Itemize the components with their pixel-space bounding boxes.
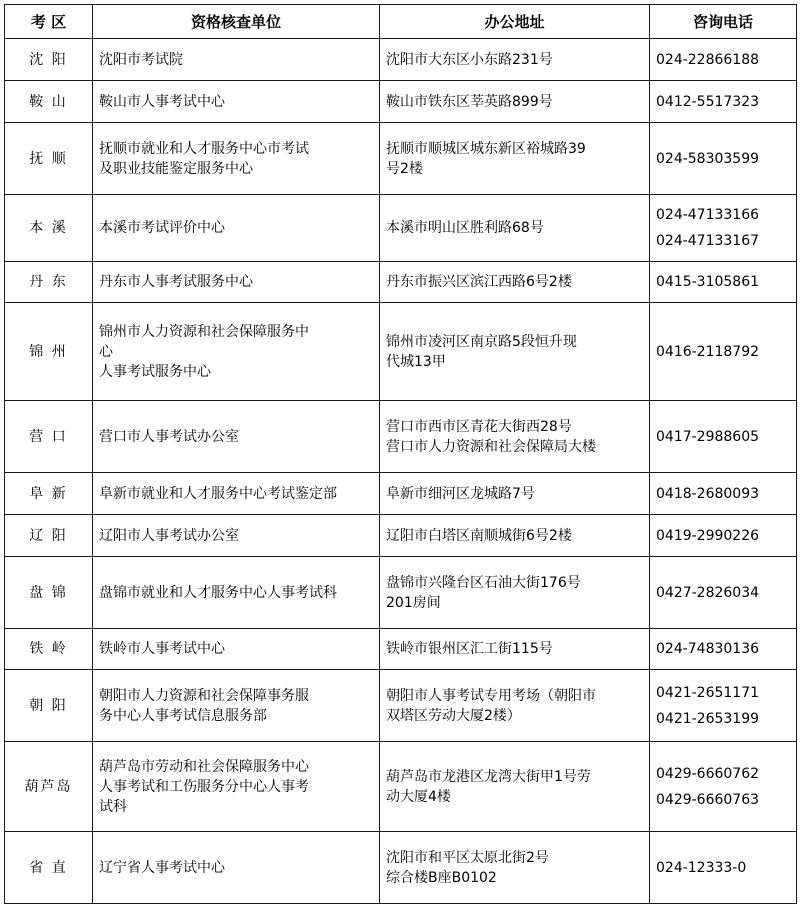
phone-number: 024-74830136 — [656, 641, 760, 657]
address-line: 丹东市振兴区滨江西路6号2楼 — [386, 274, 572, 290]
unit-line: 辽阳市人事考试办公室 — [99, 527, 239, 544]
address-line: 沈阳市和平区太原北街2号 — [386, 849, 549, 866]
unit-cell — [93, 629, 380, 670]
phone-number: 0417-2988605 — [656, 428, 760, 445]
unit-line: 铁岭市人事考试中心 — [99, 641, 225, 657]
unit-line: 阜新市就业和人才服务中心考试鉴定部 — [99, 485, 337, 502]
phone-cell — [650, 123, 797, 195]
unit-line: 朝阳市人力资源和社会保障事务服 — [99, 687, 309, 704]
unit-line: 盘锦市就业和人才服务中心人事考试科 — [99, 584, 337, 601]
table-row — [5, 123, 797, 195]
unit-line: 本溪市考试评价中心 — [99, 220, 225, 236]
unit-line: 丹东市人事考试服务中心 — [99, 274, 253, 290]
region-cell: 沈 阳 — [5, 39, 93, 81]
region-cell: 鞍 山 — [5, 81, 93, 123]
address-line: 鞍山市铁东区莘英路899号 — [386, 93, 553, 110]
table-row — [5, 195, 797, 262]
phone-number: 0418-2680093 — [656, 485, 760, 502]
address-line: 朝阳市人事考试专用考场（朝阳市 — [386, 687, 596, 704]
unit-line: 营口市人事考试办公室 — [99, 428, 239, 445]
header-unit: 资格核查单位 — [93, 5, 380, 39]
address-line: 动大厦4楼 — [386, 788, 451, 805]
region-cell: 葫芦岛 — [5, 742, 93, 832]
phone-number: 0429-6660762 — [656, 765, 760, 782]
address-cell — [380, 195, 650, 262]
unit-line: 心 — [99, 343, 113, 360]
table-body — [5, 39, 797, 904]
address-cell — [380, 629, 650, 670]
table-row — [5, 557, 797, 629]
address-cell — [380, 39, 650, 81]
table-row — [5, 303, 797, 401]
phone-number: 0412-5517323 — [656, 93, 760, 110]
phone-number: 024-22866188 — [656, 51, 760, 68]
unit-cell — [93, 195, 380, 262]
phone-cell — [650, 670, 797, 742]
table-header-row — [5, 5, 797, 39]
phone-number: 024-47133167 — [656, 233, 760, 249]
table-row — [5, 629, 797, 670]
address-cell — [380, 401, 650, 473]
unit-cell — [93, 557, 380, 629]
address-cell — [380, 670, 650, 742]
region-cell: 阜 新 — [5, 473, 93, 515]
address-line: 号2楼 — [386, 160, 423, 177]
phone-cell — [650, 629, 797, 670]
phone-number: 024-58303599 — [656, 150, 760, 167]
region-cell: 本 溪 — [5, 195, 93, 262]
unit-cell — [93, 81, 380, 123]
phone-number: 0421-2651171 — [656, 684, 760, 701]
unit-cell — [93, 401, 380, 473]
unit-cell — [93, 742, 380, 832]
address-cell — [380, 557, 650, 629]
unit-cell — [93, 303, 380, 401]
address-line: 沈阳市大东区小东路231号 — [386, 51, 553, 68]
phone-cell — [650, 401, 797, 473]
address-line: 综合楼B座B0102 — [386, 869, 497, 886]
address-line: 锦州市凌河区南京路5段恒升现 — [386, 333, 577, 350]
region-cell: 锦 州 — [5, 303, 93, 401]
unit-cell — [93, 473, 380, 515]
region-cell: 辽 阳 — [5, 515, 93, 557]
phone-cell — [650, 195, 797, 262]
table-row — [5, 401, 797, 473]
region-cell: 省 直 — [5, 832, 93, 904]
phone-number: 024-47133166 — [656, 207, 760, 223]
table-row — [5, 670, 797, 742]
phone-cell — [650, 81, 797, 123]
address-cell — [380, 473, 650, 515]
phone-number: 0427-2826034 — [656, 584, 760, 601]
unit-line: 试科 — [99, 798, 127, 815]
address-cell — [380, 303, 650, 401]
phone-cell — [650, 515, 797, 557]
region-cell: 丹 东 — [5, 262, 93, 303]
table-row — [5, 832, 797, 904]
table-row — [5, 262, 797, 303]
address-cell — [380, 515, 650, 557]
table-row — [5, 81, 797, 123]
phone-cell — [650, 557, 797, 629]
table-row — [5, 742, 797, 832]
address-line: 葫芦岛市龙港区龙湾大街甲1号劳 — [386, 768, 591, 785]
unit-line: 人事考试服务中心 — [99, 363, 211, 380]
region-cell: 铁 岭 — [5, 629, 93, 670]
address-cell — [380, 262, 650, 303]
region-cell: 抚 顺 — [5, 123, 93, 195]
unit-line: 沈阳市考试院 — [99, 51, 183, 68]
address-line: 双塔区劳动大厦2楼） — [386, 707, 521, 724]
unit-line: 及职业技能鉴定服务中心 — [99, 160, 253, 177]
table-row — [5, 515, 797, 557]
phone-number: 0415-3105861 — [656, 274, 760, 290]
unit-line: 务中心人事考试信息服务部 — [99, 707, 267, 724]
unit-line: 鞍山市人事考试中心 — [99, 93, 225, 110]
unit-line: 葫芦岛市劳动和社会保障服务中心 — [99, 758, 309, 775]
phone-number: 0421-2653199 — [656, 710, 760, 727]
phone-cell — [650, 832, 797, 904]
unit-cell — [93, 39, 380, 81]
region-cell: 朝 阳 — [5, 670, 93, 742]
unit-cell — [93, 670, 380, 742]
phone-cell — [650, 303, 797, 401]
unit-cell — [93, 262, 380, 303]
unit-cell — [93, 515, 380, 557]
phone-number: 0416-2118792 — [656, 343, 760, 360]
phone-cell — [650, 39, 797, 81]
phone-cell — [650, 473, 797, 515]
phone-number: 0419-2990226 — [656, 527, 760, 544]
address-line: 代城13甲 — [386, 353, 446, 370]
table-row — [5, 473, 797, 515]
region-cell: 营 口 — [5, 401, 93, 473]
address-cell — [380, 742, 650, 832]
address-cell — [380, 123, 650, 195]
unit-line: 锦州市人力资源和社会保障服务中 — [99, 323, 309, 340]
phone-number: 024-12333-0 — [656, 859, 747, 876]
phone-cell — [650, 742, 797, 832]
address-line: 201房间 — [386, 594, 441, 611]
unit-line: 辽宁省人事考试中心 — [99, 859, 225, 876]
phone-cell — [650, 262, 797, 303]
address-line: 本溪市明山区胜利路68号 — [386, 220, 544, 236]
address-line: 辽阳市白塔区南顺城街6号2楼 — [386, 527, 572, 544]
address-line: 阜新市细河区龙城路7号 — [386, 485, 535, 502]
address-line: 盘锦市兴隆台区石油大街176号 — [386, 574, 581, 591]
contact-table — [4, 4, 797, 904]
unit-line: 抚顺市就业和人才服务中心市考试 — [99, 140, 309, 157]
unit-cell — [93, 123, 380, 195]
phone-number: 0429-6660763 — [656, 791, 760, 808]
header-address: 办公地址 — [380, 5, 650, 39]
unit-line: 人事考试和工伤服务分中心人事考 — [99, 778, 309, 795]
region-cell: 盘 锦 — [5, 557, 93, 629]
unit-cell — [93, 832, 380, 904]
address-line: 营口市人力资源和社会保障局大楼 — [386, 438, 596, 455]
address-cell — [380, 832, 650, 904]
header-phone: 咨询电话 — [650, 5, 797, 39]
header-region: 考 区 — [5, 5, 93, 39]
address-cell — [380, 81, 650, 123]
table-row — [5, 39, 797, 81]
address-line: 铁岭市银州区汇工街115号 — [386, 641, 553, 657]
address-line: 营口市西市区青花大街西28号 — [386, 418, 572, 435]
address-line: 抚顺市顺城区城东新区裕城路39 — [386, 140, 586, 157]
